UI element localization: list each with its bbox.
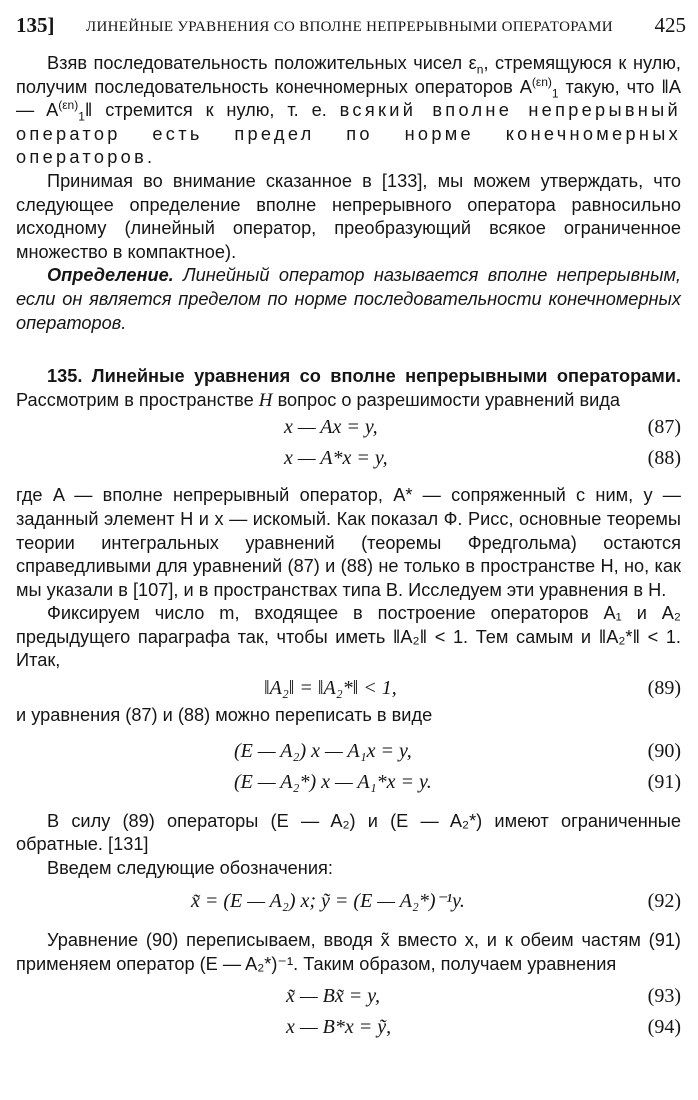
equation-number: (89) (647, 677, 681, 700)
equation-formula: (E — A₂) x — A₁x = y, (234, 739, 412, 762)
definition-label: Определение. (47, 265, 174, 286)
equation-92 (16, 886, 681, 917)
paragraph-riesz: где A — вполне непрерывный оператор, A* — сопряженный с ним, y — заданный элемент H и x — искомый. Как показал Ф. Рисс, основные теоремы теории интегральных уравнений (теоремы Фредгольма) остаются справедливыми для уравнений (87) и (88) не только в пространстве H, но, как мы указали в [107], и в пространствах типа B. Исследуем эти уравнения в H. (16, 485, 681, 600)
paragraph-rewrite: и уравнения (87) и (88) можно переписать в виде (16, 705, 433, 726)
equation-number: (91) (647, 770, 681, 793)
equation-number: (93) (647, 984, 681, 1007)
equation-formula: (E — A₂*) x — A₁*x = y. (234, 770, 432, 793)
equation-formula: x — A*x = y, (284, 447, 388, 470)
equation-formula: x — B*x = ỹ, (286, 1015, 392, 1038)
equation-number: (90) (647, 739, 681, 762)
header-title: ЛИНЕЙНЫЕ УРАВНЕНИЯ СО ВПОЛНЕ НЕПРЕРЫВНЫМИ ОПЕРАТОРАМИ (86, 19, 613, 35)
equation-90 (16, 736, 681, 767)
equation-91 (16, 767, 681, 798)
equation-87 (16, 412, 681, 443)
equation-88 (16, 443, 681, 474)
running-header (16, 13, 686, 41)
page-number: 425 (654, 13, 686, 37)
paragraph-fix-m: Фиксируем число m, входящее в построение операторов A₁ и A₂ предыдущего параграфа так, чтобы иметь ‖A₂‖ < 1. Тем самым и ‖A₂*‖ < 1. Итак, (16, 603, 681, 671)
equation-number: (87) (647, 416, 681, 439)
equation-93 (16, 981, 681, 1012)
paragraph-approximation: Взяв последовательность положительных чисел $\varepsilon_n$, стремящуюся к нулю, получим последовательность конечномерных операторов $A^{(\varepsilon n)}_1$ такую, что ‖A — $A^{(\varepsilon n)}_1‖$ стремится к нулю, т. е. всякий вполне непрерывный оператор есть предел по норме конечномерных операторов. (16, 53, 681, 168)
header-section-number: 135] (16, 13, 55, 37)
paragraph-inverse: В силу (89) операторы (E — A₂) и (E — A₂*) имеют ограниченные обратные. [131] (16, 810, 681, 855)
equation-number: (94) (647, 1015, 681, 1038)
page-body (16, 52, 681, 1043)
definition-text: Линейный оператор называется вполне непрерывным, если он является пределом по норме последовательности конечномерных операторов. (16, 265, 681, 333)
equation-formula: x̃ — Bx̃ = y, (286, 984, 381, 1007)
paragraph-notation: Введем следующие обозначения: (47, 857, 333, 878)
equation-number: (92) (647, 890, 681, 913)
equation-89 (16, 673, 681, 704)
equation-number: (88) (647, 447, 681, 470)
equation-formula: ‖A₂‖ = ‖A₂*‖ < 1, (264, 677, 397, 700)
equation-94 (16, 1012, 681, 1043)
spaced-emphasis: всякий вполне непрерывный оператор есть предел по норме конечномерных операторов. (16, 100, 681, 168)
paragraph-transform: Уравнение (90) переписываем, вводя x̃ вместо x, и к обеим частям (91) применяем оператор (E — A₂*)⁻¹. Таким образом, получаем уравнения (16, 930, 681, 975)
equation-formula: x — Ax = y, (284, 416, 378, 439)
equation-formula: x̃ = (E — A₂) x; ỹ = (E — A₂*)⁻¹y. (191, 890, 465, 913)
section-heading: 135. Линейные уравнения со вполне непрерывными операторами. (47, 366, 681, 387)
section-135-intro: 135. Линейные уравнения со вполне непрерывными операторами. Рассмотрим в пространстве H вопрос о разрешимости уравнений вида (16, 366, 681, 411)
paragraph-equivalence: Принимая во внимание сказанное в [133], мы можем утверждать, что следующее определение вполне непрерывного оператора равносильно исходному (линейный оператор, преобразующий всякое ограниченное множество в компактное). (16, 170, 681, 262)
definition (16, 264, 681, 335)
